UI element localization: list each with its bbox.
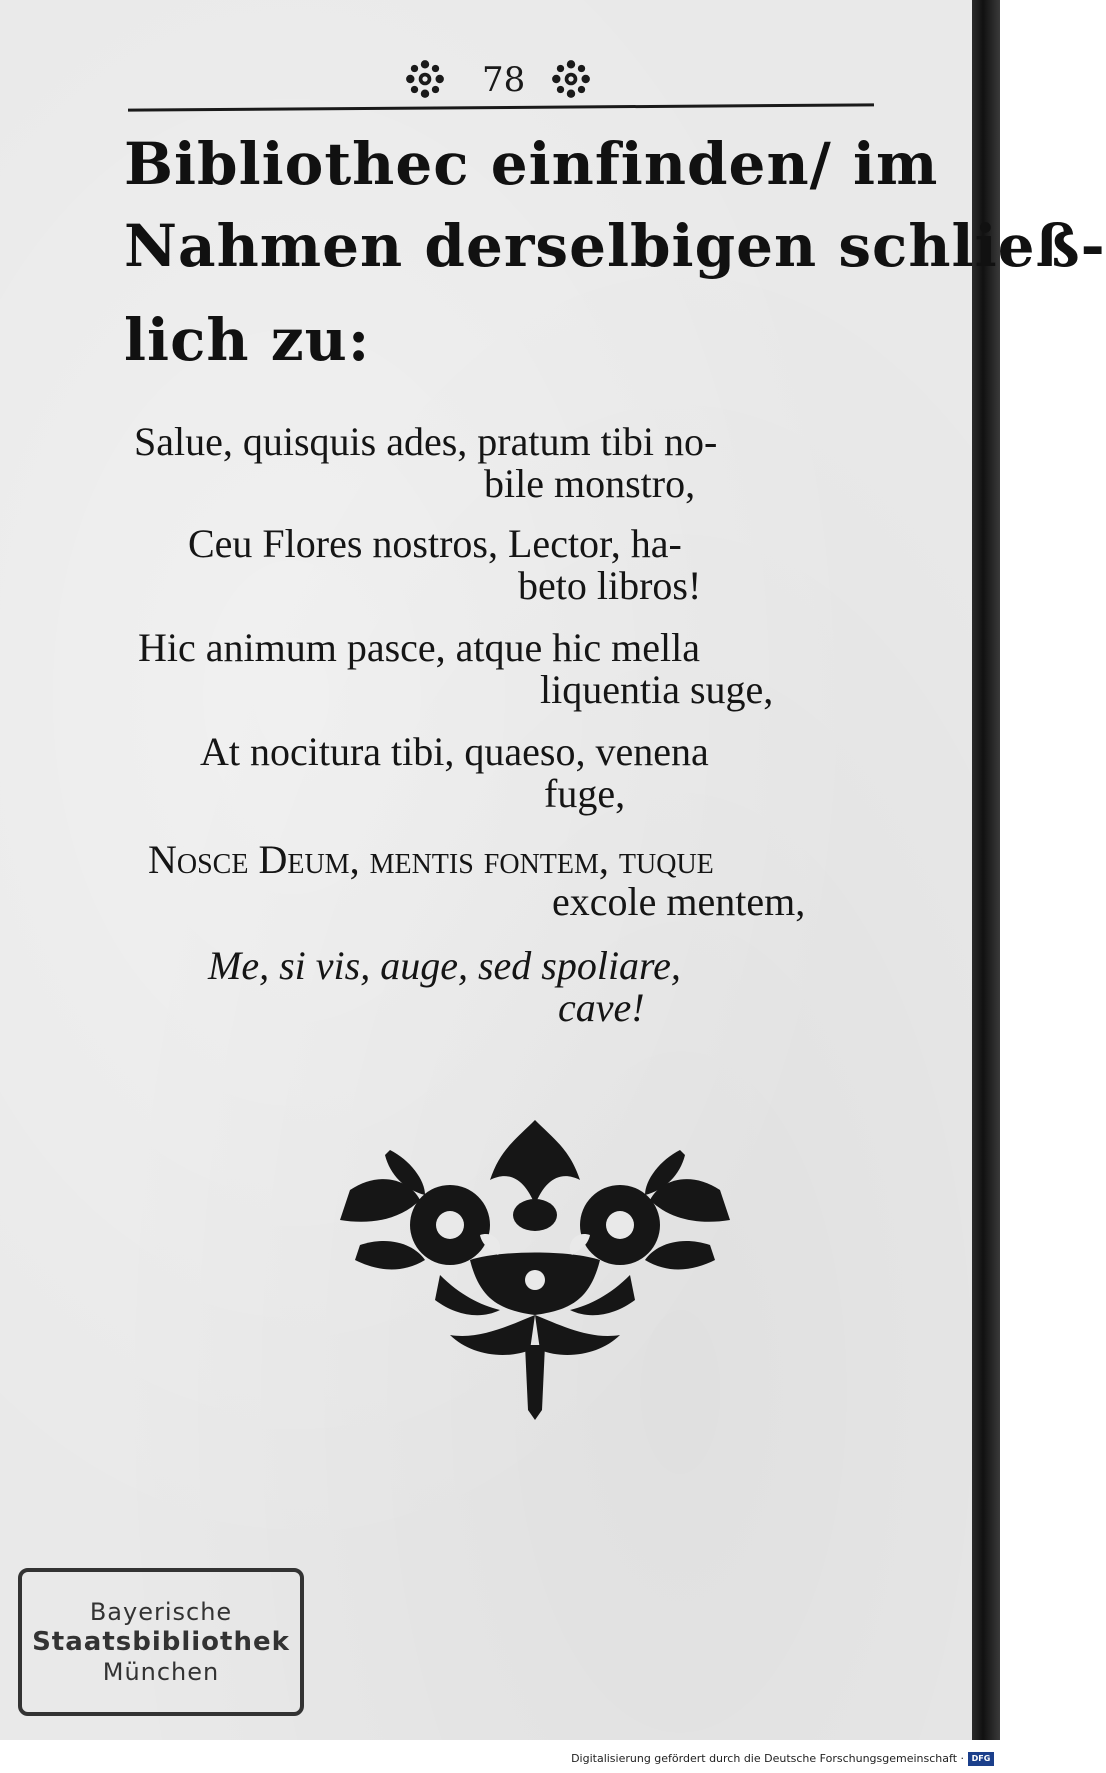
heading-line: Nahmen derselbigen schließ-: [124, 212, 1106, 280]
verse-line: Salue, quisquis ades, pratum tibi no-: [134, 419, 718, 464]
page-number: 78: [482, 60, 526, 100]
digitization-credit: Digitalisierung gefördert durch die Deutsche Forschungsgemeinschaft ·: [571, 1752, 964, 1765]
verse-line: bile monstro,: [484, 461, 696, 506]
verse-line: cave!: [558, 985, 645, 1030]
verse-line: Ceu Flores nostros, Lector, ha-: [188, 521, 682, 566]
rosette-icon: [550, 58, 592, 100]
stamp-line: Bayerische: [89, 1598, 233, 1626]
verse-line: Me, si vis, auge, sed spoliare,: [208, 943, 681, 988]
heading-line: Bibliothec einfinden/ im: [124, 130, 939, 198]
verse-line: liquentia suge,: [540, 667, 774, 712]
verse-line: fuge,: [544, 771, 626, 816]
stamp-line: München: [102, 1658, 220, 1686]
rosette-icon: [404, 58, 446, 100]
verse-line: Hic animum pasce, atque hic mella: [138, 625, 701, 670]
verse-line: beto libros!: [518, 563, 702, 608]
verse-line: At nocitura tibi, quaeso, venena: [200, 729, 709, 774]
verse-line: excole mentem,: [552, 879, 806, 924]
library-stamp: [18, 1568, 304, 1716]
verse-line-text: Nosce Deum, mentis fontem, tuque: [148, 837, 714, 882]
verse-line: [148, 836, 714, 883]
dfg-logo: DFG: [968, 1752, 994, 1766]
heading-line: lich zu:: [124, 306, 371, 374]
floral-tailpiece-icon: [330, 1110, 740, 1430]
stamp-line: Staatsbibliothek: [32, 1627, 290, 1657]
